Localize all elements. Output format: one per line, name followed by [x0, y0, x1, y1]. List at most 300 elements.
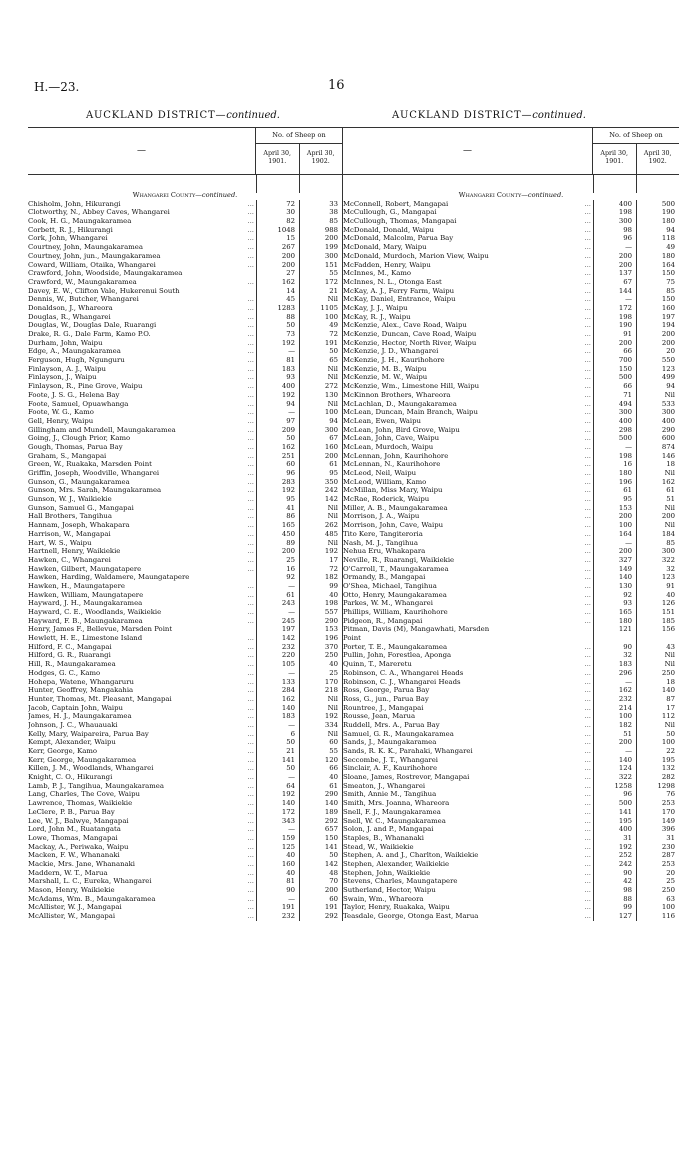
owner-name: Hayward, J. H., Maungakaramea: [28, 599, 143, 608]
table-row: [343, 886, 679, 895]
sheep-1901: 200: [593, 738, 636, 747]
owner-name: Lawrence, Thomas, Waikiekie: [28, 799, 133, 808]
table-row: [343, 287, 679, 296]
sheep-1901: 14: [256, 287, 299, 296]
sheep-1901: 192: [256, 339, 299, 348]
leader-dots: ...: [584, 886, 591, 894]
sheep-1901: 127: [593, 912, 636, 921]
table-row: [343, 408, 679, 417]
leader-dots: ...: [247, 799, 254, 808]
sheep-1902: 20: [636, 347, 679, 356]
owner-name: McKenzie, J. H., Kaurihohore: [343, 356, 445, 365]
sheep-1902: 198: [299, 599, 342, 608]
sheep-1902: 94: [636, 226, 679, 235]
sheep-1902: 123: [636, 365, 679, 374]
owner-name: Cork, John, Whangarei: [28, 234, 108, 243]
sheep-1902: 300: [299, 252, 342, 261]
owner-name: Samuel, G. R., Maungakaramea: [343, 729, 454, 738]
sheep-1902: 196: [299, 634, 342, 643]
owner-name: Coward, William, Otaika, Whangarei: [28, 260, 156, 269]
leader-dots: ...: [584, 590, 591, 599]
sheep-1901: 144: [593, 287, 636, 296]
sheep-1901: 64: [256, 782, 299, 791]
owner-name: Ferguson, Hugh, Ngunguru: [28, 356, 125, 365]
owner-name: Hohepa, Watene, Whangaruru: [28, 677, 134, 686]
sheep-1902: 350: [299, 478, 342, 487]
owner-name: Staples, B., Whananaki: [343, 833, 424, 842]
owner-name: Snell, W. C., Maungakaramea: [343, 816, 446, 825]
leader-dots: ...: [584, 720, 591, 729]
sheep-1901: 182: [593, 721, 636, 730]
sheep-1901: 267: [256, 243, 299, 252]
table-row: [343, 512, 679, 521]
sheep-1902: 141: [299, 843, 342, 852]
sheep-1902: 253: [636, 860, 679, 869]
sheep-1902: 182: [299, 573, 342, 582]
owner-name: Crawford, W., Maungakaramea: [28, 277, 137, 286]
sheep-1901: 232: [256, 643, 299, 652]
leader-dots: ...: [247, 364, 254, 373]
leader-dots: ...: [247, 781, 254, 790]
sheep-1902: 61: [299, 782, 342, 791]
sheep-1902: 140: [636, 686, 679, 695]
sheep-1902: 40: [299, 773, 342, 782]
table-row: [28, 443, 342, 452]
sheep-1902: Nil: [299, 373, 342, 382]
leader-dots: ...: [584, 373, 591, 382]
owner-name: Graham, S., Mangapai: [28, 451, 107, 460]
sheep-1901: —: [256, 608, 299, 617]
table-row: [343, 686, 679, 695]
owner-name: Robinson, C. A., Whangarei Heads: [343, 668, 464, 677]
owner-name: Stead, W., Waikiekie: [343, 842, 414, 851]
leader-dots: ...: [584, 486, 591, 495]
leader-dots: ...: [247, 234, 254, 243]
sheep-1901: 137: [593, 269, 636, 278]
left-county-subheading: Whangarei County—continued.: [132, 191, 238, 199]
owner-name: Hilford, F. C., Mangapai: [28, 642, 112, 651]
owner-name: Green, W., Ruakaka, Marsden Point: [28, 460, 152, 469]
sheep-1901: —: [256, 895, 299, 904]
sheep-1901: 61: [593, 486, 636, 495]
leader-dots: ...: [584, 469, 591, 477]
leader-dots: ...: [584, 512, 591, 521]
leader-dots: ...: [584, 581, 591, 590]
leader-dots: ...: [247, 425, 254, 434]
table-row: [343, 660, 679, 669]
owner-name: Killen, J. M., Woodlands, Whangarei: [28, 764, 154, 773]
sheep-1901: 200: [593, 261, 636, 270]
leader-dots: ...: [247, 373, 254, 382]
table-row: [343, 208, 679, 217]
sheep-1902: 190: [636, 208, 679, 217]
owner-name: Hunter, Geoffrey, Mangakahia: [28, 686, 134, 695]
leader-dots: ...: [247, 712, 254, 721]
leader-dots: ...: [584, 286, 591, 295]
sheep-1902: 874: [636, 443, 679, 452]
sheep-1902: 120: [299, 756, 342, 765]
sheep-1901: 400: [593, 417, 636, 426]
table-row: [28, 426, 342, 435]
sheep-1901: 400: [593, 825, 636, 834]
sheep-1902: 146: [636, 452, 679, 461]
table-row: [28, 608, 342, 617]
leader-dots: ...: [584, 660, 591, 669]
table-row: [28, 521, 342, 530]
leader-dots: ...: [247, 469, 254, 477]
table-row: [28, 782, 342, 791]
sheep-1902: 164: [636, 261, 679, 270]
sheep-1901: 88: [256, 313, 299, 322]
table-row: [28, 365, 342, 374]
sheep-1901: 140: [256, 799, 299, 808]
owner-name: Hodges, G. C., Kamo: [28, 668, 101, 677]
table-row: [343, 808, 679, 817]
leader-dots: ...: [584, 425, 591, 434]
sheep-1902: Nil: [636, 721, 679, 730]
owner-name: McKay, Daniel, Entrance, Waipu: [343, 295, 456, 304]
sheep-1901: 100: [593, 521, 636, 530]
owner-name: Nehua Eru, Whakapara: [343, 547, 426, 556]
sheep-1902: 262: [299, 521, 342, 530]
leader-dots: ...: [247, 773, 254, 782]
owner-name: Hawken, Gilbert, Maungatapere: [28, 564, 142, 573]
table-row: [28, 356, 342, 365]
sheep-1902: 370: [299, 643, 342, 652]
sheep-1902: 1298: [636, 782, 679, 791]
leader-dots: ...: [247, 590, 254, 599]
sheep-1901: 133: [256, 678, 299, 687]
table-row: [28, 851, 342, 860]
owner-name: Parkes, W. M., Whangarei: [343, 599, 433, 608]
leader-dots: ...: [584, 330, 591, 338]
table-row: [28, 764, 342, 773]
sheep-1901: 300: [593, 217, 636, 226]
table-row: [28, 817, 342, 826]
table-row: [28, 217, 342, 226]
sheep-1901: 200: [256, 547, 299, 556]
table-row: [343, 843, 679, 852]
owner-name: Edge, A., Maungakaramea: [28, 347, 121, 356]
leader-dots: ...: [584, 269, 591, 278]
leader-dots: ...: [247, 347, 254, 356]
sheep-1901: 45: [256, 295, 299, 304]
leader-dots: ...: [584, 225, 591, 234]
owner-name: Sands, R. K. K., Parahaki, Whangarei: [343, 747, 473, 755]
sheep-1902: 20: [636, 869, 679, 878]
leader-dots: ...: [584, 338, 591, 347]
sheep-1901: 500: [593, 799, 636, 808]
sheep-1901: —: [593, 747, 636, 756]
sheep-1902: 272: [299, 382, 342, 391]
table-row: [28, 903, 342, 912]
sheep-1901: [593, 634, 636, 643]
sheep-1902: 242: [299, 486, 342, 495]
sheep-1902: 557: [299, 608, 342, 617]
sheep-1902: 50: [299, 347, 342, 356]
table-row: [343, 860, 679, 869]
owner-name: Smith, Annie M., Tangihua: [343, 790, 437, 799]
sheep-1902: 160: [636, 304, 679, 313]
leader-dots: ...: [584, 816, 591, 825]
table-row: [28, 269, 342, 278]
sheep-1901: 180: [593, 469, 636, 478]
sheep-1902: 142: [299, 495, 342, 504]
table-row: [28, 261, 342, 270]
owner-name: Kempt, Alexander, Waipu: [28, 738, 116, 747]
table-row: [28, 625, 342, 634]
leader-dots: ...: [247, 486, 254, 495]
owner-name: Teasdale, George, Otonga East, Marua: [343, 912, 479, 921]
table-row: [28, 747, 342, 756]
owner-name: McKenzie, Wm., Limestone Hill, Waipu: [343, 382, 480, 391]
sheep-1902: 18: [636, 460, 679, 469]
table-row: [343, 599, 679, 608]
sheep-1902: Nil: [299, 539, 342, 548]
table-row: [343, 530, 679, 539]
sheep-1901: 121: [593, 625, 636, 634]
table-row: [343, 426, 679, 435]
table-row: [343, 339, 679, 348]
owner-name: Stephen, John, Waikiekie: [343, 868, 431, 877]
sheep-1901: 214: [593, 704, 636, 713]
sheep-1902: 988: [299, 226, 342, 235]
owner-name: LeClere, P. B., Parua Bay: [28, 807, 115, 816]
leader-dots: ...: [247, 338, 254, 347]
sheep-1901: 500: [593, 434, 636, 443]
leader-dots: ...: [584, 251, 591, 260]
owner-name: Hartnell, Henry, Waikiekie: [28, 547, 121, 556]
table-row: [343, 625, 679, 634]
table-row: [343, 738, 679, 747]
owner-name: McKay, R. J., Waipu: [343, 312, 411, 321]
sheep-1902: 94: [299, 417, 342, 426]
owner-name: McLean, Duncan, Main Branch, Waipu: [343, 408, 478, 417]
sheep-1901: 200: [593, 547, 636, 556]
sheep-1901: 99: [593, 903, 636, 912]
sheep-1902: 130: [299, 391, 342, 400]
sheep-1902: [636, 634, 679, 643]
sheep-1901: 50: [256, 434, 299, 443]
sheep-1901: 242: [593, 860, 636, 869]
leader-dots: ...: [584, 460, 591, 469]
owner-name: Taylor, Henry, Ruakaka, Waipu: [343, 903, 450, 912]
sheep-1901: 66: [593, 382, 636, 391]
owner-name: Corbett, R. J., Hikurangi: [28, 225, 113, 234]
sheep-1902: 533: [636, 400, 679, 409]
table-row: [28, 877, 342, 886]
table-row: [343, 756, 679, 765]
leader-dots: ...: [247, 399, 254, 408]
table-row: [343, 895, 679, 904]
table-row: [28, 808, 342, 817]
sheep-1901: 191: [256, 903, 299, 912]
owner-name: Morrison, John, Cave, Waipu: [343, 521, 444, 530]
table-row: [28, 582, 342, 591]
sheep-1901: 195: [593, 817, 636, 826]
sheep-1901: 15: [256, 234, 299, 243]
table-row: [28, 669, 342, 678]
sheep-1902: 25: [636, 877, 679, 886]
table-row: [28, 304, 342, 313]
table-row: [343, 269, 679, 278]
sheep-1901: —: [256, 669, 299, 678]
sheep-1901: 700: [593, 356, 636, 365]
sheep-1901: 200: [256, 252, 299, 261]
table-row: [343, 373, 679, 382]
leader-dots: ...: [247, 755, 254, 764]
leader-dots: ...: [584, 686, 591, 695]
owner-name: McMillan, Miss Mary, Waipu: [343, 486, 443, 495]
sheep-1901: 93: [593, 599, 636, 608]
leader-dots: ...: [247, 495, 254, 504]
sheep-1902: 180: [636, 252, 679, 261]
sheep-1901: 198: [593, 452, 636, 461]
sheep-1901: 245: [256, 617, 299, 626]
sheep-1901: 284: [256, 686, 299, 695]
sheep-1902: 85: [636, 287, 679, 296]
leader-dots: ...: [247, 825, 254, 834]
owner-name: Gell, Henry, Waipu: [28, 416, 94, 425]
sheep-1902: 85: [636, 539, 679, 548]
leader-dots: ...: [584, 677, 591, 686]
sheep-1901: 61: [256, 591, 299, 600]
sheep-1901: 30: [256, 208, 299, 217]
table-row: [343, 356, 679, 365]
left-table-body: [28, 175, 342, 921]
table-row: [343, 200, 679, 209]
table-row: [28, 860, 342, 869]
leader-dots: ...: [584, 503, 591, 512]
sheep-1901: 95: [593, 495, 636, 504]
sheep-1901: 31: [593, 834, 636, 843]
owner-name: Hayward, F. B., Maungakaramea: [28, 616, 143, 625]
owner-name: McLeod, Neil, Waipu: [343, 469, 417, 477]
table-row: [28, 539, 342, 548]
sheep-1901: 298: [593, 426, 636, 435]
table-row: [28, 634, 342, 643]
leader-dots: ...: [584, 694, 591, 703]
sheep-1901: 140: [593, 573, 636, 582]
leader-dots: ...: [584, 217, 591, 226]
sheep-1901: 232: [256, 912, 299, 921]
table-row: [28, 617, 342, 626]
table-row: [343, 851, 679, 860]
sheep-1901: 141: [593, 808, 636, 817]
sheep-1901: 200: [593, 339, 636, 348]
sheep-1902: 61: [636, 486, 679, 495]
owner-name: Sands, J., Maungakaramea: [343, 738, 437, 747]
sheep-label: No. of Sheep on: [593, 128, 679, 144]
leader-dots: ...: [247, 521, 254, 530]
leader-dots: ...: [584, 399, 591, 408]
owner-name: McDonald, Malcolm, Parua Bay: [343, 234, 454, 243]
leader-dots: ...: [584, 547, 591, 556]
leader-dots: ...: [247, 538, 254, 547]
leader-dots: ...: [584, 781, 591, 790]
sheep-1901: 100: [593, 712, 636, 721]
owner-name: Tito Kere, Tangiteroria: [343, 529, 423, 538]
owner-name: Gunson, Samuel G., Mangapai: [28, 503, 134, 512]
owner-name: Gunson, Mrs. Sarah, Maungakaramea: [28, 486, 162, 495]
table-row: [343, 217, 679, 226]
sheep-1901: 183: [256, 365, 299, 374]
sheep-1902: Nil: [299, 295, 342, 304]
sheep-1901: 67: [593, 278, 636, 287]
leader-dots: ...: [247, 217, 254, 226]
sheep-1902: 126: [636, 599, 679, 608]
owner-name: Lord, John M., Ruatangata: [28, 825, 121, 834]
leader-dots: ...: [247, 356, 254, 365]
sheep-1901: 140: [256, 704, 299, 713]
table-row: [343, 903, 679, 912]
sheep-1902: 21: [299, 287, 342, 296]
table-row: [343, 486, 679, 495]
sheep-1901: —: [256, 347, 299, 356]
header-dash: —: [137, 145, 146, 156]
leader-dots: ...: [247, 877, 254, 886]
owner-name: Hawken, William, Maungatapere: [28, 590, 144, 599]
leader-dots: ...: [584, 868, 591, 877]
leader-dots: ...: [584, 903, 591, 912]
table-row: [28, 799, 342, 808]
sheep-1902: 151: [299, 261, 342, 270]
table-row: [343, 347, 679, 356]
sheep-1901: 162: [593, 686, 636, 695]
leader-dots: ...: [584, 747, 591, 755]
owner-name: Sutherland, Hector, Waipu: [343, 886, 436, 894]
leader-dots: ...: [247, 225, 254, 234]
sheep-1902: 282: [636, 773, 679, 782]
left-table: [28, 127, 342, 921]
table-row: [343, 365, 679, 374]
leader-dots: ...: [247, 416, 254, 425]
leader-dots: ...: [247, 851, 254, 860]
document-code: H.—23.: [34, 80, 80, 94]
owner-name: Hewlett, H. E., Limestone Island: [28, 634, 143, 643]
sheep-1901: 98: [593, 226, 636, 235]
owner-name: Ormandy, B., Mangapai: [343, 573, 426, 582]
owner-name: Durham, John, Waipu: [28, 338, 103, 347]
leader-dots: ...: [584, 382, 591, 391]
owner-name: Hawken, C., Whangarei: [28, 555, 111, 564]
table-row: [28, 660, 342, 669]
leader-dots: ...: [247, 903, 254, 912]
sheep-1902: 253: [636, 799, 679, 808]
owner-name: Miller, A. B., Maungakaramea: [343, 503, 448, 512]
sheep-label: No. of Sheep on: [256, 128, 342, 144]
sheep-1901: —: [256, 825, 299, 834]
sheep-1901: 32: [593, 651, 636, 660]
sheep-1902: 600: [636, 434, 679, 443]
owner-name: Courtney, John, jun., Maungakaramea: [28, 251, 161, 260]
sheep-1901: 42: [593, 877, 636, 886]
owner-name: McCullough, Thomas, Mangapai: [343, 217, 457, 226]
leader-dots: ...: [584, 642, 591, 651]
owner-name: Nash, M. J., Tangihua: [343, 538, 418, 547]
leader-dots: ...: [247, 642, 254, 651]
sheep-1902: 76: [636, 790, 679, 799]
sheep-1901: —: [593, 539, 636, 548]
sheep-1901: 192: [593, 843, 636, 852]
page-number: 16: [328, 78, 345, 93]
owner-name: Snell, F. J., Maungakaramea: [343, 807, 441, 816]
sheep-1901: 162: [256, 695, 299, 704]
leader-dots: ...: [584, 712, 591, 721]
owner-name: Seccombe, J. T., Whangarei: [343, 755, 438, 764]
sheep-1902: 66: [299, 764, 342, 773]
sheep-1902: 118: [636, 234, 679, 243]
